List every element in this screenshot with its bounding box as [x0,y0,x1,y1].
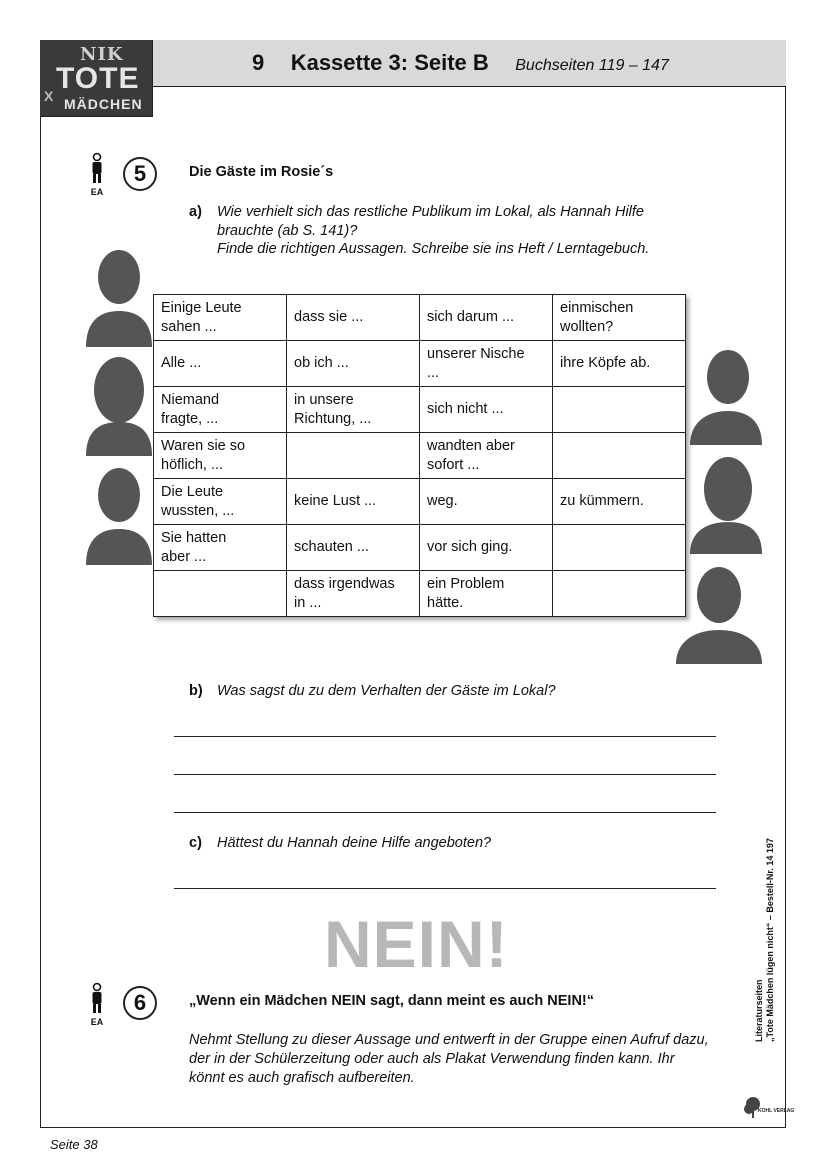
chapter-number: 9 [252,50,265,75]
answer-line[interactable] [174,888,716,889]
answer-line[interactable] [174,774,716,775]
logo-main-text: TOTE [56,62,140,95]
table-cell [287,433,420,479]
publisher-sidebar [754,838,776,1042]
cell-line: unserer Nische [427,346,525,362]
answer-line[interactable] [174,812,716,813]
table-cell [154,571,287,617]
subtask-a-line: Finde die richtigen Aussagen. Schreibe sie ins Heft / Lerntagebuch. [217,241,650,257]
table-cell [154,525,287,571]
table-cell [154,479,287,525]
table-row [154,341,686,387]
cell-line: zu kümmern. [560,493,644,510]
table-cell [287,571,420,617]
subtask-a-line: brauchte (ab S. 141)? [217,222,358,239]
cell-line: ein Problem [427,576,505,592]
table-cell [420,341,553,387]
table-cell [154,387,287,433]
silhouette-man-icon [688,345,764,445]
table-cell [420,525,553,571]
sidebar-line: Literaturseiten [754,979,764,1042]
table-cell [420,295,553,341]
cell-line: wandten aber [427,438,515,454]
cell-line: ob ich ... [294,355,349,372]
cell-line: Waren sie so [161,438,246,454]
table-cell [287,341,420,387]
silhouette-woman-icon [688,454,764,554]
cell-line: Niemand [161,392,220,408]
answer-line[interactable] [174,736,716,737]
table-cell [154,341,287,387]
person-icon [86,982,108,1016]
table-cell [553,341,686,387]
cell-line: fragte, ... [161,410,219,427]
task5-title: Die Gäste im Rosie´s [189,164,334,180]
subtask-c-text: Hättest du Hannah deine Hilfe angeboten? [217,835,492,851]
task6-text: Nehmt Stellung zu dieser Aussage und entwerft in der Gruppe einen Aufruf dazu, der in der Schülerzeitung oder auch als Plakat Verwendung finden kann. Ihr könnt es auch grafisch aufbereiten. [189,1032,709,1086]
cell-line: höflich, ... [161,456,224,473]
cell-line: sich nicht ... [427,401,504,418]
cell-line: schauten ... [294,539,369,556]
cell-line: wussten, ... [161,502,235,519]
cell-line: Sie hatten [161,530,227,546]
publisher-name: KOHL VERLAG [758,1108,795,1114]
table-cell [553,295,686,341]
ea-label: EA [90,1017,104,1027]
task-number-5: 5 [123,157,157,191]
cell-line: dass sie ... [294,309,364,326]
task6-title: „Wenn ein Mädchen NEIN sagt, dann meint es auch NEIN!“ [189,993,594,1009]
table-row [154,525,686,571]
silhouette-man-icon [82,245,156,347]
cell-line: hätte. [427,594,464,611]
silhouette-man-icon [674,562,764,664]
table-cell [420,571,553,617]
table-cell [420,479,553,525]
cell-line: wollten? [560,318,614,335]
cell-line: ihre Köpfe ab. [560,355,651,372]
sidebar-line: „Tote Mädchen lügen nicht“ – Bestell-Nr. 14 197 [765,838,775,1042]
cell-line: in ... [294,594,322,611]
tree-logo-icon [744,1094,795,1120]
task-number-6: 6 [123,986,157,1020]
chapter-pages: Buchseiten 119 – 147 [515,57,669,74]
table-cell [553,571,686,617]
table-row [154,387,686,433]
ea-label: EA [90,187,104,197]
chapter-heading [252,50,669,80]
cell-line: Die Leute [161,484,224,500]
cell-line: Alle ... [161,355,202,372]
subtask-c-letter: c) [189,835,202,851]
word-table [153,294,686,617]
cell-line: vor sich ging. [427,539,513,556]
cell-line: Richtung, ... [294,410,372,427]
single-work-icon [86,982,108,1027]
table-cell [553,525,686,571]
subtask-a-line: Wie verhielt sich das restliche Publikum im Lokal, als Hannah Hilfe [217,204,644,220]
cell-line: in unsere [294,392,354,408]
cell-line: weg. [427,493,458,510]
table-cell [553,387,686,433]
table-cell [553,479,686,525]
cell-line: sich darum ... [427,309,515,326]
table-cell [287,525,420,571]
table-cell [287,479,420,525]
publisher-logo [744,1094,795,1125]
table-cell [420,387,553,433]
table-row [154,479,686,525]
book-logo [40,40,153,117]
single-work-icon [86,152,108,197]
subtask-a-letter: a) [189,204,202,220]
cell-line: Einige Leute [161,300,242,316]
table-cell [287,387,420,433]
cell-line: einmischen [560,300,634,316]
cell-line: dass irgendwas [294,576,395,592]
table-cell [420,433,553,479]
subtask-a-text [217,203,649,259]
table-row [154,433,686,479]
cell-line: aber ... [161,548,207,565]
table-cell [154,433,287,479]
logo-top-text: NIK [80,44,124,65]
cell-line: sofort ... [427,456,480,473]
silhouette-woman-icon [82,354,156,456]
table-row [154,295,686,341]
cell-line: keine Lust ... [294,493,377,510]
cell-line: ... [427,364,440,381]
page-number: Seite 38 [50,1137,98,1152]
table-cell [287,295,420,341]
table-row [154,571,686,617]
logo-mark: X [44,88,54,104]
chapter-title: Kassette 3: Seite B [290,50,489,75]
logo-bottom-text: MÄDCHEN [64,96,143,112]
nein-word: NEIN! [324,907,509,981]
person-icon [86,152,108,186]
subtask-b-letter: b) [189,683,203,699]
cell-line: sahen ... [161,318,217,335]
table-cell [553,433,686,479]
table-cell [154,295,287,341]
silhouette-man-icon [82,463,156,565]
subtask-b-text: Was sagst du zu dem Verhalten der Gäste im Lokal? [217,683,556,699]
